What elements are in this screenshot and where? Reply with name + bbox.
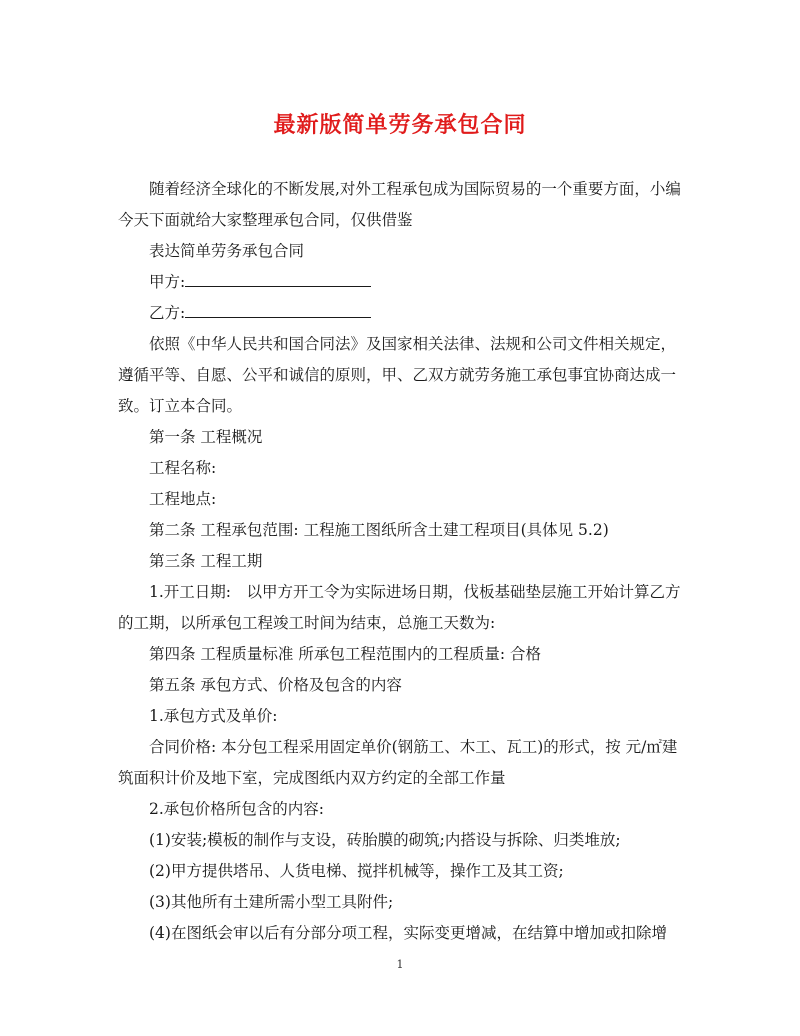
party-a-blank (185, 270, 371, 287)
contract-method-heading: 1.承包方式及单价: (149, 707, 278, 725)
article-2-scope: 第二条 工程承包范围: 工程施工图纸所含土建工程项目(具体见 5.2) (149, 521, 609, 539)
article-4-quality: 第四条 工程质量标准 所承包工程范围内的工程质量: 合格 (149, 645, 542, 663)
document-body (118, 174, 683, 949)
contract-price-clause: 合同价格: 本分包工程采用固定单价(钢筋工、木工、瓦工)的形式，按 元/㎡建筑面积计价及地下室，完成图纸内双方约定的全部工作量 (118, 738, 678, 787)
price-contents-heading: 2.承包价格所包含的内容: (149, 800, 325, 818)
document-title: 最新版简单劳务承包合同 (273, 112, 527, 138)
party-b-line (118, 298, 683, 329)
project-name: 工程名称: (149, 459, 217, 477)
price-item-1: (1)安装;模板的制作与支设，砖胎膜的砌筑;内搭设与拆除、归类堆放; (149, 831, 621, 849)
party-b-label: 乙方: (149, 304, 186, 322)
project-location: 工程地点: (149, 490, 217, 508)
party-a-label: 甲方: (149, 273, 186, 291)
article-1-heading: 第一条 工程概况 (149, 428, 263, 446)
page-number: 1 (396, 958, 404, 971)
intro-paragraph: 随着经济全球化的不断发展,对外工程承包成为国际贸易的一个重要方面，小编今天下面就给大家整理承包合同，仅供借鉴 (118, 180, 681, 229)
contract-heading: 表达简单劳务承包合同 (149, 242, 305, 260)
article-5-heading: 第五条 承包方式、价格及包含的内容 (149, 676, 402, 694)
price-item-4: (4)在图纸会审以后有分部分项工程，实际变更增减，在结算中增加或扣除增 (149, 924, 667, 942)
price-item-3: (3)其他所有土建所需小型工具附件; (149, 893, 394, 911)
article-3-heading: 第三条 工程工期 (149, 552, 263, 570)
legal-basis-paragraph: 依照《中华人民共和国合同法》及国家相关法律、法规和公司文件相关规定，遵循平等、自愿、公平和诚信的原则，甲、乙双方就劳务施工承包事宜协商达成一致。订立本合同。 (118, 335, 677, 415)
party-a-line (118, 267, 683, 298)
party-b-blank (185, 301, 371, 318)
price-item-2: (2)甲方提供塔吊、人货电梯、搅拌机械等，操作工及其工资; (149, 862, 564, 880)
start-date-clause: 1.开工日期: 以甲方开工令为实际进场日期，伐板基础垫层施工开始计算乙方的工期，以所承包工程竣工时间为结束，总施工天数为: (118, 583, 681, 632)
